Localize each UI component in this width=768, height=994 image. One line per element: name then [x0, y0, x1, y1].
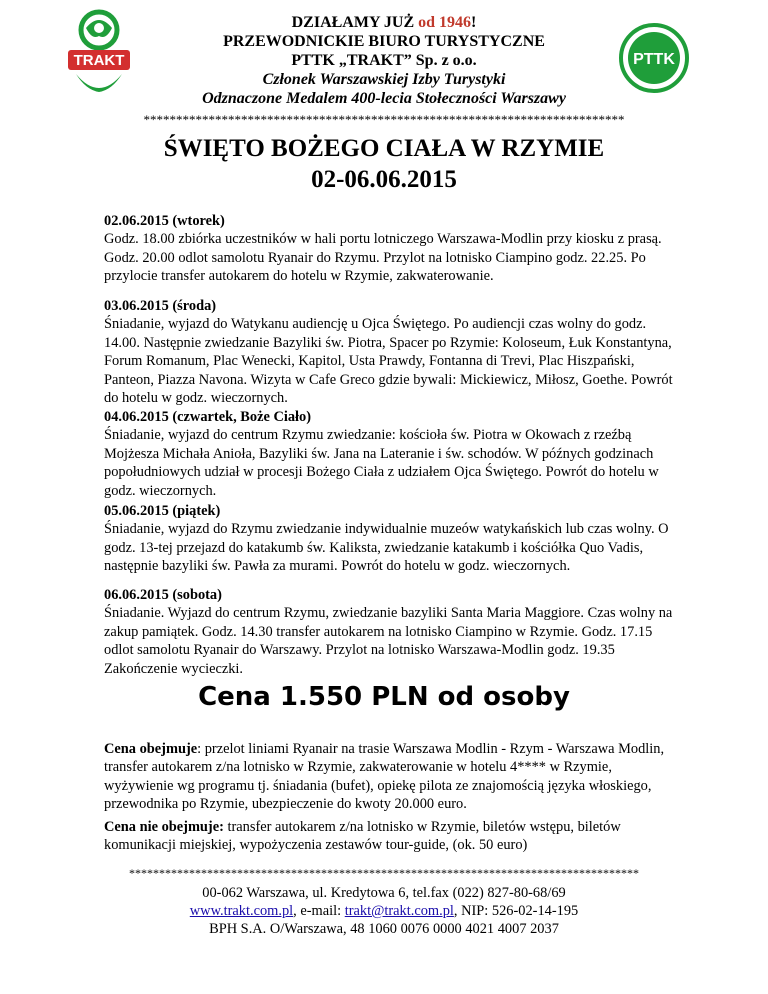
day-heading: 06.06.2015 (sobota) [104, 587, 222, 603]
day-text: Godz. 18.00 zbiórka uczestników w hali portu lotniczego Warszawa-Modlin przy kiosku z prasą. Godz. 20.00 odlot samolotu Ryanair do Rzymu. Przylot na lotnisko Ciampino godz. 22.25. Po przylocie transfer autokarem do hotelu w Rzymie, zakwaterowanie. [104, 231, 662, 285]
pttk-logo-text: PTTK [633, 51, 675, 68]
itinerary-day-5 [104, 586, 684, 678]
day-heading: 04.06.2015 (czwartek, Boże Ciało) [104, 409, 312, 425]
includes-label: Cena obejmuje [104, 741, 198, 757]
nip-text: , NIP: 526-02-14-195 [453, 903, 579, 919]
footer-separator: ************************************************************************************* [129, 866, 639, 880]
footer-contact [0, 902, 768, 920]
header-separator: ************************************************************************** [143, 112, 625, 127]
price-includes [104, 740, 684, 814]
page-subtitle-dates: 02-06.06.2015 [311, 166, 457, 193]
excludes-label: Cena nie obejmuje: [104, 819, 224, 835]
founded-prefix: DZIAŁAMY JUŻ [291, 14, 419, 31]
footer-bank: BPH S.A. O/Warszawa, 48 1060 0076 0000 4021 4007 2037 [209, 921, 559, 937]
header-line-company: PTTK „TRAKT” Sp. z o.o. [291, 52, 477, 69]
day-text: Śniadanie, wyjazd do Rzymu zwiedzanie indywidualnie muzeów watykańskich lub czas wolny. O godz. 13-tej przejazd do katakumb św. Kaliksta, zwiedzanie katakumb i kościółka Quo Vadis, następnie bazyliki św. Pawła za murami. Powrót do hotelu w godz. wieczornych. [104, 521, 669, 575]
website-link[interactable]: www.trakt.com.pl [189, 903, 294, 919]
footer-address: 00-062 Warszawa, ul. Kredytowa 6, tel.fax (022) 827-80-68/69 [202, 885, 566, 901]
price-excludes [104, 818, 684, 855]
itinerary-day-2 [104, 297, 684, 407]
itinerary-day-3 [104, 408, 684, 500]
header-line-member: Członek Warszawskiej Izby Turystyki [262, 71, 506, 88]
header-line-founded [0, 14, 768, 32]
itinerary-day-1 [104, 212, 684, 286]
day-heading: 05.06.2015 (piątek) [104, 503, 221, 519]
header-line-medal: Odznaczone Medalem 400-lecia Stołeczności Warszawy [202, 90, 566, 107]
email-label: , e-mail: [293, 903, 345, 919]
day-text: Śniadanie. Wyjazd do centrum Rzymu, zwiedzanie bazyliki Santa Maria Maggiore. Czas wolny na zakup pamiątek. Godz. 14.30 transfer autokarem na lotnisko Ciampino w Rzymie. Godz. 17.15 odlot samolotu Ryanair do Warszawy. Przylot na lotnisko Warszawa-Modlin godz. 19.35 Zakończenie wycieczki. [104, 605, 673, 677]
day-heading: 02.06.2015 (wtorek) [104, 213, 225, 229]
header-line-agency: PRZEWODNICKIE BIURO TURYSTYCZNE [223, 33, 545, 50]
founded-year: od 1946 [418, 14, 472, 31]
page-title: ŚWIĘTO BOŻEGO CIAŁA W RZYMIE [163, 135, 605, 162]
excludes-text: transfer autokarem z/na lotnisko w Rzymie, biletów wstępu, biletów komunikacji miejskiej, wypożyczenia zestawów tour-guide, (ok. 50 euro) [104, 819, 621, 854]
day-text: Śniadanie, wyjazd do centrum Rzymu zwiedzanie: kościoła św. Piotra w Okowach z rzeźbą Mojżesza Michała Anioła, Bazyliki św. Jana na Lateranie i św. schodów. W późnych godzinach popołudniowych udział w procesji Bożego Ciała z udziałem Ojca Świętego. Powrót do hotelu w godz. wieczornych. [104, 427, 659, 499]
founded-suffix: ! [471, 14, 477, 31]
includes-text: : przelot liniami Ryanair na trasie Warszawa Modlin - Rzym - Warszawa Modlin, transfer autokarem z/na lotnisko w Rzymie, zakwaterowanie w hotelu 4**** w Rzymie, wyżywienie wg programu tj. śniadania (bufet), opiekę pilota ze znajomością języka włoskiego, przewodnika po Rzymie, ubezpieczenie do kwoty 20.000 euro. [104, 741, 665, 813]
trakt-logo-text: TRAKT [73, 52, 125, 69]
day-heading: 03.06.2015 (środa) [104, 298, 217, 314]
email-link[interactable]: trakt@trakt.com.pl [344, 903, 454, 919]
day-text: Śniadanie, wyjazd do Watykanu audiencję u Ojca Świętego. Po audiencji czas wolny do godz. 14.00. Następnie zwiedzanie Bazyliki św. Piotra, Spacer po Rzymie: Koloseum, Łuk Konstantyna, Forum Romanum, Plac Wenecki, Kapitol, Usta Prawdy, Fontanna di Trevi, Plac Hiszpański, Panteon, Piazza Navona. Wizyta w Cafe Greco gdzie bywali: Mickiewicz, Miłosz, Goethe. Powrót do hotelu w godz. wieczornych. [104, 316, 673, 407]
price-headline: Cena 1.550 PLN od osoby [198, 682, 570, 712]
itinerary-day-4 [104, 502, 684, 576]
